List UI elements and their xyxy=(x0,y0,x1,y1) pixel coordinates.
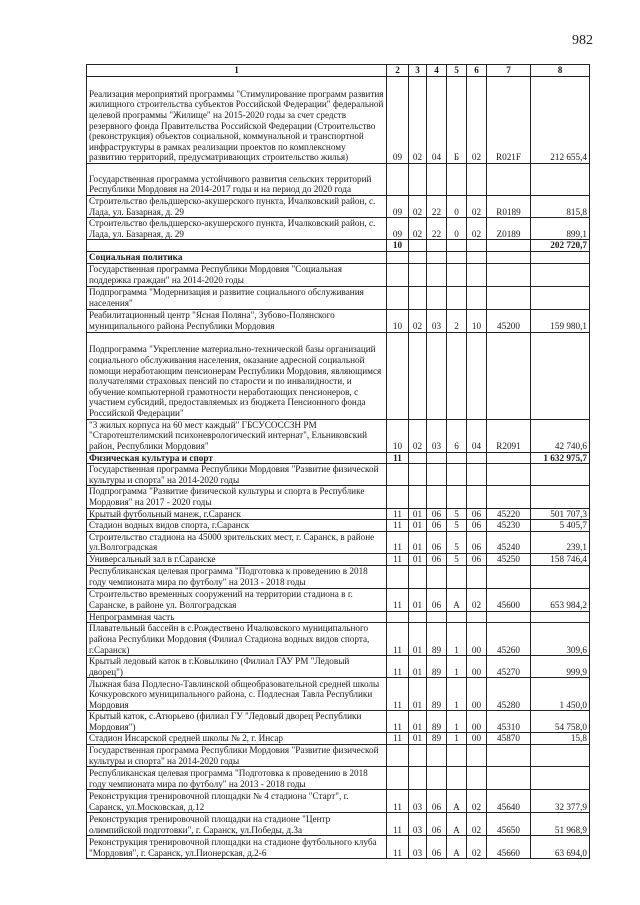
cell-subsection: 02 xyxy=(409,419,427,452)
table-row xyxy=(87,678,590,711)
table-row xyxy=(87,486,590,508)
cell-program: 06 xyxy=(427,588,447,611)
cell-subprogram: 5 xyxy=(447,553,467,565)
cell-program xyxy=(427,286,447,309)
cell-subsection: 01 xyxy=(409,553,427,565)
cell-program xyxy=(427,164,447,196)
cell-program xyxy=(427,332,447,419)
cell-name: Непрограммная часть xyxy=(87,611,387,623)
cell-code: Z0189 xyxy=(487,218,531,240)
cell-amount xyxy=(531,286,590,309)
cell-code xyxy=(487,611,531,623)
cell-event xyxy=(467,240,487,252)
cell-subprogram: А xyxy=(447,813,467,836)
cell-name: Плавательный бассейн в с.Рождествено Ичалковского муниципального района Республики Мордовия (Филиал Стадиона водных видов спорта, г.Саранск) xyxy=(87,623,387,656)
cell-program xyxy=(427,464,447,486)
cell-section: 11 xyxy=(387,588,409,611)
cell-name: Подпрограмма "Развитие физической культуры и спорта в Республике Мордовия" на 2017 - 2020 годы xyxy=(87,486,387,508)
cell-name: Строительство временных сооружений на территории стадиона в г. Саранске, в районе ул. Волгоградская xyxy=(87,588,387,611)
cell-code: 45270 xyxy=(487,656,531,678)
col-header-7: 7 xyxy=(487,65,531,77)
cell-subsection: 02 xyxy=(409,196,427,218)
cell-program: 03 xyxy=(427,309,447,332)
cell-event xyxy=(467,486,487,508)
cell-amount xyxy=(531,745,590,767)
cell-subsection xyxy=(409,745,427,767)
page-number: 982 xyxy=(572,33,593,48)
col-header-4: 4 xyxy=(427,65,447,77)
cell-section: 11 xyxy=(387,452,409,464)
cell-program: 89 xyxy=(427,678,447,711)
cell-amount: 815,8 xyxy=(531,196,590,218)
cell-code: 45220 xyxy=(487,508,531,520)
cell-name: Стадион Инсарской средней школы № 2, г. Инсар xyxy=(87,733,387,745)
cell-section: 11 xyxy=(387,623,409,656)
cell-name: Физическая культура и спорт xyxy=(87,452,387,464)
cell-subprogram xyxy=(447,332,467,419)
cell-section: 11 xyxy=(387,656,409,678)
cell-subsection xyxy=(409,251,427,263)
cell-code: 45600 xyxy=(487,588,531,611)
cell-event xyxy=(467,464,487,486)
cell-subprogram: 2 xyxy=(447,309,467,332)
cell-event xyxy=(467,452,487,464)
cell-code: 45660 xyxy=(487,836,531,859)
cell-event xyxy=(467,565,487,588)
cell-subsection xyxy=(409,263,427,286)
cell-subprogram xyxy=(447,611,467,623)
budget-table xyxy=(86,64,590,859)
cell-amount: 899,1 xyxy=(531,218,590,240)
cell-name: Строительство фельдшерско-акушерского пункта, Ичалковский район, с. Лада, ул. Базарная, д. 29 xyxy=(87,218,387,240)
cell-event xyxy=(467,745,487,767)
cell-amount: 63 694,0 xyxy=(531,836,590,859)
table-row xyxy=(87,464,590,486)
cell-amount: 15,8 xyxy=(531,733,590,745)
table-row xyxy=(87,286,590,309)
cell-program: 06 xyxy=(427,508,447,520)
cell-code: R0189 xyxy=(487,196,531,218)
cell-code xyxy=(487,486,531,508)
cell-subprogram: 1 xyxy=(447,678,467,711)
table-row xyxy=(87,164,590,196)
col-header-8: 8 xyxy=(531,65,590,77)
cell-subprogram: 1 xyxy=(447,656,467,678)
cell-subprogram: 5 xyxy=(447,508,467,520)
cell-event: 06 xyxy=(467,531,487,553)
cell-section: 10 xyxy=(387,309,409,332)
cell-subprogram: 0 xyxy=(447,218,467,240)
cell-amount: 51 968,9 xyxy=(531,813,590,836)
cell-name: Реконструкция тренировочной площадки на стадионе футбольного клуба "Мордовия", г. Саранск, ул.Пионерская, д.2-6 xyxy=(87,836,387,859)
table-row xyxy=(87,588,590,611)
table-row xyxy=(87,452,590,464)
cell-subsection xyxy=(409,286,427,309)
cell-amount xyxy=(531,251,590,263)
cell-program: 03 xyxy=(427,419,447,452)
col-header-1: 1 xyxy=(87,65,387,77)
table-row xyxy=(87,332,590,419)
table-row xyxy=(87,553,590,565)
cell-program: 06 xyxy=(427,520,447,532)
cell-amount: 42 740,6 xyxy=(531,419,590,452)
cell-section: 11 xyxy=(387,733,409,745)
cell-name: Социальная политика xyxy=(87,251,387,263)
table-row xyxy=(87,263,590,286)
cell-amount xyxy=(531,486,590,508)
table-row xyxy=(87,656,590,678)
cell-amount: 999,9 xyxy=(531,656,590,678)
cell-program xyxy=(427,263,447,286)
cell-section: 09 xyxy=(387,77,409,164)
cell-subsection: 01 xyxy=(409,623,427,656)
cell-program xyxy=(427,611,447,623)
cell-event: 00 xyxy=(467,711,487,733)
cell-amount: 1 450,0 xyxy=(531,678,590,711)
cell-amount: 5 405,7 xyxy=(531,520,590,532)
cell-subprogram xyxy=(447,286,467,309)
cell-program xyxy=(427,486,447,508)
cell-program: 89 xyxy=(427,656,447,678)
cell-subprogram: 6 xyxy=(447,419,467,452)
cell-code xyxy=(487,164,531,196)
cell-subprogram xyxy=(447,565,467,588)
cell-subprogram xyxy=(447,767,467,790)
cell-name: Государственная программа Республики Мордовия "Социальная поддержка граждан" на 2014-2020 годы xyxy=(87,263,387,286)
cell-code: 45650 xyxy=(487,813,531,836)
cell-name: Строительство стадиона на 45000 зрительских мест, г. Саранск, в районе ул.Волгоградская xyxy=(87,531,387,553)
cell-subprogram xyxy=(447,464,467,486)
cell-program: 06 xyxy=(427,790,447,813)
cell-program: 04 xyxy=(427,77,447,164)
table-row xyxy=(87,790,590,813)
cell-subprogram: А xyxy=(447,790,467,813)
cell-event xyxy=(467,611,487,623)
cell-subsection xyxy=(409,565,427,588)
cell-event xyxy=(467,767,487,790)
cell-subsection: 01 xyxy=(409,531,427,553)
table-row xyxy=(87,520,590,532)
cell-name: Государственная программа Республики Мордовия "Развитие физической культуры и спорта" на 2014-2020 годы xyxy=(87,745,387,767)
cell-program xyxy=(427,240,447,252)
cell-subsection: 02 xyxy=(409,77,427,164)
cell-event xyxy=(467,263,487,286)
cell-subsection xyxy=(409,164,427,196)
cell-event: 00 xyxy=(467,656,487,678)
cell-section xyxy=(387,486,409,508)
cell-code: R2091 xyxy=(487,419,531,452)
cell-section: 11 xyxy=(387,790,409,813)
cell-code xyxy=(487,767,531,790)
cell-subsection xyxy=(409,767,427,790)
cell-subsection: 01 xyxy=(409,733,427,745)
cell-name: Подпрограмма "Модернизация и развитие социального обслуживания населения" xyxy=(87,286,387,309)
table-row xyxy=(87,309,590,332)
cell-subprogram: 1 xyxy=(447,733,467,745)
cell-amount xyxy=(531,565,590,588)
cell-name: Реализация мероприятий программы "Стимулирование программ развития жилищного строительства субъектов Российской Федерации" федеральной целевой программы "Жилище" на 2015-2020 годы за счет средств резервного фонда Правительства Российской Федерации (Строительство (реконструкция) объектов социальной, коммунальной и транспортной инфраструктуры в рамках реализации проектов по комплексному развитию территорий, предусматривающих строительство жилья) xyxy=(87,77,387,164)
cell-code xyxy=(487,745,531,767)
cell-subprogram xyxy=(447,745,467,767)
cell-event: 00 xyxy=(467,623,487,656)
cell-code xyxy=(487,286,531,309)
cell-program: 06 xyxy=(427,836,447,859)
cell-code xyxy=(487,263,531,286)
table-row xyxy=(87,77,590,164)
cell-subsection: 01 xyxy=(409,656,427,678)
cell-code: 45240 xyxy=(487,531,531,553)
cell-name: Крытый ледовый каток в г.Ковылкино (Филиал ГАУ РМ "Ледовый дворец") xyxy=(87,656,387,678)
cell-subsection: 02 xyxy=(409,218,427,240)
cell-subsection: 01 xyxy=(409,588,427,611)
cell-subprogram xyxy=(447,486,467,508)
col-header-5: 5 xyxy=(447,65,467,77)
table-row xyxy=(87,711,590,733)
cell-amount: 501 707,3 xyxy=(531,508,590,520)
cell-subsection: 03 xyxy=(409,813,427,836)
cell-section xyxy=(387,263,409,286)
cell-event: 02 xyxy=(467,588,487,611)
cell-name: Стадион водных видов спорта, г.Саранск xyxy=(87,520,387,532)
cell-event xyxy=(467,286,487,309)
cell-amount: 158 746,4 xyxy=(531,553,590,565)
cell-subsection: 02 xyxy=(409,309,427,332)
cell-program xyxy=(427,565,447,588)
cell-section xyxy=(387,464,409,486)
table-row xyxy=(87,565,590,588)
cell-program: 22 xyxy=(427,218,447,240)
cell-subsection: 03 xyxy=(409,836,427,859)
cell-amount: 309,6 xyxy=(531,623,590,656)
cell-subprogram: А xyxy=(447,588,467,611)
cell-name: Подпрограмма "Укрепление материально-технической базы организаций социального обслуживания населения, оказание адресной социальной помощи неработающим пенсионерам Республики Мордовия, являющимся получателями страховых пенсий по старости и по инвалидности, и обучение компьютерной грамотности неработающих пенсионеров, с участием субсидий, предоставляемых из бюджета Пенсионного фонда Российской Федерации" xyxy=(87,332,387,419)
cell-subsection: 03 xyxy=(409,790,427,813)
col-header-3: 3 xyxy=(409,65,427,77)
cell-section: 11 xyxy=(387,520,409,532)
cell-subprogram: 1 xyxy=(447,623,467,656)
cell-name: Строительство фельдшерско-акушерского пункта, Ичалковский район, с. Лада, ул. Базарная, д. 29 xyxy=(87,196,387,218)
cell-subprogram xyxy=(447,164,467,196)
cell-event: 02 xyxy=(467,218,487,240)
cell-program: 22 xyxy=(427,196,447,218)
cell-subprogram: 0 xyxy=(447,196,467,218)
cell-amount xyxy=(531,164,590,196)
cell-code xyxy=(487,240,531,252)
cell-amount: 32 377,9 xyxy=(531,790,590,813)
cell-name: Реконструкция тренировочной площадки на стадионе "Центр олимпийской подготовки", г. Саранск, ул.Победы, д.3а xyxy=(87,813,387,836)
cell-section: 11 xyxy=(387,678,409,711)
cell-section: 09 xyxy=(387,218,409,240)
cell-section: 11 xyxy=(387,836,409,859)
cell-amount xyxy=(531,464,590,486)
cell-section: 11 xyxy=(387,711,409,733)
cell-amount: 202 720,7 xyxy=(531,240,590,252)
cell-program: 06 xyxy=(427,553,447,565)
cell-event: 00 xyxy=(467,733,487,745)
cell-subprogram: Б xyxy=(447,77,467,164)
cell-event xyxy=(467,332,487,419)
cell-amount: 212 655,4 xyxy=(531,77,590,164)
cell-event xyxy=(467,251,487,263)
cell-subprogram: 5 xyxy=(447,520,467,532)
table-row xyxy=(87,836,590,859)
cell-subsection: 01 xyxy=(409,508,427,520)
cell-code: 45250 xyxy=(487,553,531,565)
cell-code xyxy=(487,452,531,464)
cell-code: R021F xyxy=(487,77,531,164)
cell-amount: 239,1 xyxy=(531,531,590,553)
cell-subsection: 01 xyxy=(409,711,427,733)
cell-code: 45280 xyxy=(487,678,531,711)
table-row xyxy=(87,251,590,263)
cell-section xyxy=(387,611,409,623)
cell-name: Республиканская целевая программа "Подготовка к проведению в 2018 году чемпионата мира по футболу" на 2013 - 2018 годы xyxy=(87,565,387,588)
table-row xyxy=(87,745,590,767)
cell-amount: 1 632 975,7 xyxy=(531,452,590,464)
cell-event: 04 xyxy=(467,419,487,452)
cell-code xyxy=(487,464,531,486)
col-header-2: 2 xyxy=(387,65,409,77)
table-row xyxy=(87,733,590,745)
table-row xyxy=(87,611,590,623)
cell-name: Республиканская целевая программа "Подготовка к проведению в 2018 году чемпионата мира по футболу" на 2013 - 2018 годы xyxy=(87,767,387,790)
cell-section: 09 xyxy=(387,196,409,218)
cell-subprogram: 1 xyxy=(447,711,467,733)
cell-event: 02 xyxy=(467,813,487,836)
cell-program xyxy=(427,452,447,464)
cell-event: 00 xyxy=(467,678,487,711)
cell-name: Крытый каток, с.Атюрьево (филиал ГУ "Ледовый дворец Республики Мордовия") xyxy=(87,711,387,733)
cell-section xyxy=(387,332,409,419)
cell-section xyxy=(387,565,409,588)
cell-subsection xyxy=(409,240,427,252)
cell-amount xyxy=(531,611,590,623)
table-row xyxy=(87,813,590,836)
cell-code: 45260 xyxy=(487,623,531,656)
cell-section xyxy=(387,164,409,196)
cell-event: 02 xyxy=(467,836,487,859)
cell-name: Крытый футбольный манеж, г.Саранск xyxy=(87,508,387,520)
cell-name: Лыжная база Подлесно-Тавлинской общеобразовательной средней школы Кочкуровского муниципального района, с. Подлесная Тавла Республики Мордовия xyxy=(87,678,387,711)
table-row xyxy=(87,508,590,520)
cell-name xyxy=(87,240,387,252)
cell-program xyxy=(427,767,447,790)
cell-event: 10 xyxy=(467,309,487,332)
cell-amount xyxy=(531,332,590,419)
cell-code: 45200 xyxy=(487,309,531,332)
cell-event: 06 xyxy=(467,508,487,520)
cell-event xyxy=(467,164,487,196)
cell-program: 89 xyxy=(427,733,447,745)
cell-program xyxy=(427,745,447,767)
table-row xyxy=(87,218,590,240)
table-row xyxy=(87,240,590,252)
cell-subprogram: А xyxy=(447,836,467,859)
cell-amount: 159 980,1 xyxy=(531,309,590,332)
cell-amount xyxy=(531,263,590,286)
cell-section: 11 xyxy=(387,813,409,836)
cell-name: Реконструкция тренировочной площадки № 4 стадиона "Старт", г. Саранск, ул.Московская, д.12 xyxy=(87,790,387,813)
table-row xyxy=(87,196,590,218)
cell-program: 06 xyxy=(427,813,447,836)
cell-code xyxy=(487,332,531,419)
cell-subprogram: 5 xyxy=(447,531,467,553)
cell-section xyxy=(387,286,409,309)
cell-subprogram xyxy=(447,452,467,464)
cell-subsection: 01 xyxy=(409,520,427,532)
cell-code: 45310 xyxy=(487,711,531,733)
cell-event: 02 xyxy=(467,196,487,218)
cell-code xyxy=(487,251,531,263)
cell-subprogram xyxy=(447,251,467,263)
cell-section: 11 xyxy=(387,553,409,565)
table-row xyxy=(87,767,590,790)
cell-program: 06 xyxy=(427,531,447,553)
cell-code: 45870 xyxy=(487,733,531,745)
cell-program xyxy=(427,251,447,263)
cell-program: 89 xyxy=(427,623,447,656)
cell-name: "3 жилых корпуса на 60 мест каждый" ГБСУСОССЗН РМ "Старотештелимский психоневрологический интернат", Ельниковский район, Республики Мордовия" xyxy=(87,419,387,452)
cell-program: 89 xyxy=(427,711,447,733)
cell-event: 02 xyxy=(467,77,487,164)
table-body xyxy=(87,77,590,859)
cell-name: Государственная программа устойчивого развития сельских территорий Республики Мордовия на 2014-2017 годы и на период до 2020 года xyxy=(87,164,387,196)
cell-amount: 653 984,2 xyxy=(531,588,590,611)
cell-event: 06 xyxy=(467,553,487,565)
cell-code: 45230 xyxy=(487,520,531,532)
cell-code: 45640 xyxy=(487,790,531,813)
cell-subsection xyxy=(409,611,427,623)
table-row xyxy=(87,623,590,656)
cell-event: 06 xyxy=(467,520,487,532)
cell-section xyxy=(387,767,409,790)
cell-name: Реабилитационный центр "Ясная Поляна", Зубово-Полянского муниципального района Республики Мордовия xyxy=(87,309,387,332)
cell-amount xyxy=(531,767,590,790)
cell-subsection xyxy=(409,464,427,486)
cell-section: 10 xyxy=(387,240,409,252)
cell-name: Государственная программа Республики Мордовия "Развитие физической культуры и спорта" на 2014-2020 годы xyxy=(87,464,387,486)
col-header-6: 6 xyxy=(467,65,487,77)
cell-subprogram xyxy=(447,263,467,286)
cell-subsection xyxy=(409,452,427,464)
cell-section xyxy=(387,745,409,767)
cell-section: 10 xyxy=(387,419,409,452)
cell-amount: 54 758,0 xyxy=(531,711,590,733)
cell-event: 02 xyxy=(467,790,487,813)
cell-name: Универсальный зал в г.Саранске xyxy=(87,553,387,565)
cell-section xyxy=(387,251,409,263)
cell-subsection: 01 xyxy=(409,678,427,711)
cell-subsection xyxy=(409,332,427,419)
cell-subsection xyxy=(409,486,427,508)
table-row xyxy=(87,419,590,452)
cell-section: 11 xyxy=(387,508,409,520)
cell-subprogram xyxy=(447,240,467,252)
cell-code xyxy=(487,565,531,588)
header-row xyxy=(87,65,590,77)
cell-section: 11 xyxy=(387,531,409,553)
table-row xyxy=(87,531,590,553)
